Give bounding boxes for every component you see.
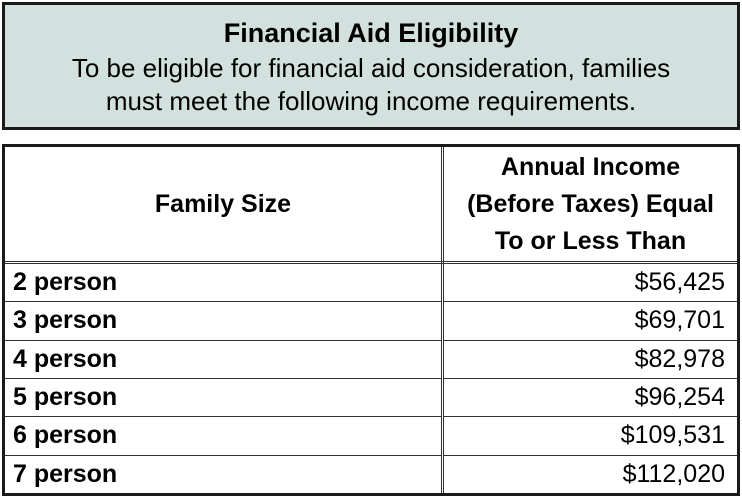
header-description-line-2: must meet the following income requirements. — [105, 86, 637, 116]
table-row — [5, 302, 737, 340]
income-table-container — [2, 144, 740, 496]
column-header-annual-income-line-3: To or Less Than — [494, 226, 687, 255]
column-header-family-size: Family Size — [5, 147, 443, 263]
table-row — [5, 417, 737, 455]
income-cell: $96,254 — [443, 378, 738, 416]
family-size-cell: 6 person — [5, 417, 443, 455]
header-description-line-1: To be eligible for financial aid consideration, families — [71, 53, 671, 83]
family-size-cell: 5 person — [5, 378, 443, 416]
income-cell: $56,425 — [443, 263, 738, 302]
header-panel — [2, 2, 740, 130]
page-title: Financial Aid Eligibility — [223, 18, 519, 48]
income-cell: $112,020 — [443, 455, 738, 493]
family-size-cell: 2 person — [5, 263, 443, 302]
table-row — [5, 455, 737, 493]
income-cell: $82,978 — [443, 340, 738, 378]
family-size-cell: 3 person — [5, 302, 443, 340]
header-description — [5, 52, 737, 118]
family-size-cell: 7 person — [5, 455, 443, 493]
table-row — [5, 378, 737, 416]
table-row — [5, 340, 737, 378]
table-body — [5, 263, 737, 494]
table-header-row — [5, 147, 737, 263]
income-table — [5, 147, 737, 493]
income-cell: $69,701 — [443, 302, 738, 340]
column-header-annual-income-line-1: Annual Income — [500, 152, 681, 181]
column-header-annual-income — [443, 147, 738, 263]
family-size-cell: 4 person — [5, 340, 443, 378]
table-row — [5, 263, 737, 302]
column-header-annual-income-line-2: (Before Taxes) Equal — [467, 189, 714, 218]
income-cell: $109,531 — [443, 417, 738, 455]
